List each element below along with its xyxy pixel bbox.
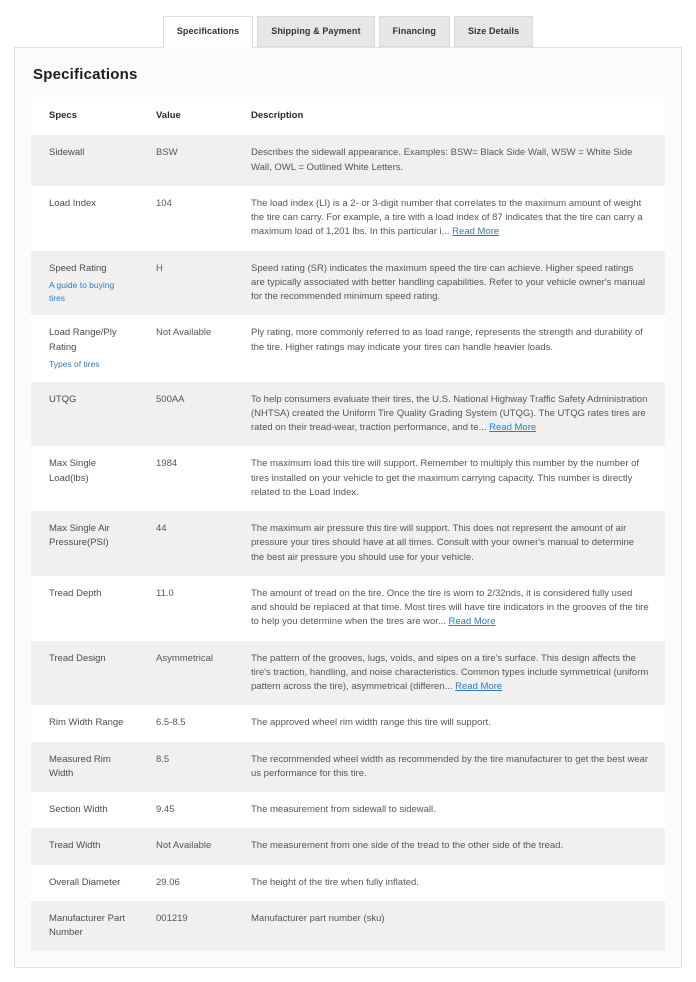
spec-description-text: Speed rating (SR) indicates the maximum speed the tire can achieve. Higher speed ratings are typically associated with better handling capabilities. Refer to your vehicle owner's manual for the recommended minimum speed rating. [251,262,646,302]
spec-description [233,705,665,741]
spec-table-body [31,135,665,951]
table-row [31,576,665,641]
spec-description [233,828,665,864]
spec-description-text: The amount of tread on the tire. Once the tire is worn to 2/32nds, it is considered fully used and should be replaced at that time. Most tires will have tire indicators in the grooves of the tire to help you determine when the tires are wor... [251,587,649,628]
spec-name: Overall Diameter [49,876,121,888]
tab-shipping-payment[interactable]: Shipping & Payment [257,16,374,47]
column-header-description: Description [251,110,304,121]
table-row [31,641,665,706]
spec-value: 8.5 [156,753,170,765]
table-row [31,865,665,901]
spec-description [233,865,665,901]
read-more-link[interactable]: Read More [489,422,537,433]
spec-description-text: The maximum load this tire will support. Remember to multiply this number by the number of tires installed on your vehicle to get the maximum carrying capacity. This number is directly related to the Load Index. [251,458,640,498]
spec-value: BSW [156,147,178,159]
read-more-link[interactable]: Read More [455,681,503,692]
spec-cell [31,865,138,901]
spec-value: 6.5-8.5 [156,717,186,729]
spec-description-text: The load index (LI) is a 2- or 3-digit number that correlates to the maximum amount of weight the tire can carry. For example, a tire with a load index of 87 indicates that the tire can carry a maximum load of 1,201 lbs. In this particular i... [251,197,643,238]
table-row [31,742,665,793]
spec-value: Asymmetrical [156,652,214,664]
table-row [31,135,665,186]
spec-name: Max Single Load(lbs) [49,458,96,484]
spec-help-link[interactable]: A guide to buying tires [49,279,115,303]
spec-cell [31,186,138,251]
spec-description [233,901,665,952]
spec-name: Section Width [49,804,108,815]
spec-cell [31,135,138,186]
table-row [31,828,665,864]
spec-description [233,135,665,186]
spec-description [233,576,665,641]
spec-cell [31,315,138,381]
spec-value: 001219 [156,912,188,924]
read-more-link[interactable]: Read More [452,226,500,238]
table-row [31,446,665,511]
spec-value: 104 [156,197,172,209]
spec-value: 29.06 [156,876,180,888]
spec-table-header [31,97,665,135]
spec-description-text: The recommended wheel width as recommended by the tire manufacturer to get the best wear us performance for this tire. [251,753,649,779]
spec-description [233,742,665,793]
spec-name: Sidewall [49,147,85,159]
spec-description [233,446,665,511]
spec-help-link[interactable]: Types of tires [49,358,100,369]
spec-value: 9.45 [156,804,175,815]
spec-name: Tread Depth [49,587,102,599]
column-header-specs: Specs [49,110,77,121]
column-header-value: Value [156,110,181,121]
spec-description-text: Ply rating, more commonly referred to as load range, represents the strength and durability of the tire. Higher ratings may indicate your tires can handle heavier loads. [251,327,643,353]
spec-description [233,251,665,316]
spec-description [233,382,665,447]
spec-name: UTQG [49,393,77,405]
spec-name: Tread Design [49,652,106,664]
spec-name: Measured Rim Width [49,753,111,779]
spec-description-text: The maximum air pressure this tire will support. This does not represent the amount of air pressure your tires should have at all times. Consult with your owner's manual to determine the best air pressure you should use for your vehicle. [251,523,635,563]
spec-description-text: Describes the sidewall appearance. Examples: BSW= Black Side Wall, WSW = White Side Wall, OWL = Outlined White Letters. [251,147,633,173]
tab-size-details[interactable]: Size Details [454,16,533,47]
spec-description-text: Manufacturer part number (sku) [251,912,385,924]
spec-cell [31,576,138,641]
spec-name: Speed Rating [49,262,107,274]
spec-description-text: The measurement from sidewall to sidewall. [251,804,436,815]
spec-description-text: The measurement from one side of the tread to the other side of the tread. [251,840,564,852]
spec-value: Not Available [156,327,212,339]
table-row [31,186,665,251]
spec-cell [31,446,138,511]
spec-description-text: To help consumers evaluate their tires, the U.S. National Highway Traffic Safety Administration (NHTSA) created the Uniform Tire Quality Grading System (UTQG). The UTQG rates tires are rated on their tread-wear, traction performance, and te... [251,393,648,433]
spec-description [233,315,665,381]
spec-name: Load Range/Ply Rating [49,327,117,353]
spec-name: Max Single Air Pressure(PSI) [49,523,110,549]
spec-description [233,186,665,251]
spec-value: Not Available [156,840,212,852]
spec-cell [31,382,138,447]
spec-description-text: The height of the tire when fully inflated. [251,876,419,888]
table-row [31,382,665,447]
table-row [31,511,665,576]
tab-bar [0,0,696,47]
table-row [31,251,665,316]
tab-financing[interactable]: Financing [379,16,450,47]
spec-table [31,97,665,951]
spec-name: Rim Width Range [49,717,124,729]
spec-name: Manufacturer Part Number [49,912,126,938]
spec-cell [31,828,138,864]
table-row [31,901,665,952]
spec-description [233,511,665,576]
spec-value: 44 [156,523,167,534]
spec-cell [31,792,138,828]
spec-cell [31,742,138,793]
spec-cell [31,705,138,741]
spec-cell [31,511,138,576]
spec-description-text: The approved wheel rim width range this tire will support. [251,717,491,729]
spec-value: 1984 [156,458,178,470]
spec-description-text: The pattern of the grooves, lugs, voids, and sipes on a tire's surface. This design affects the tire's traction, handling, and noise characteristics. Common types include symmetrical (uniform pattern across the tire), asymmetrical (differen... [251,652,649,692]
spec-description [233,641,665,706]
spec-value: 500AA [156,393,185,405]
spec-name: Load Index [49,197,97,209]
table-row [31,792,665,828]
spec-cell [31,641,138,706]
spec-value: 11.0 [156,587,174,599]
spec-name: Tread Width [49,840,101,852]
spec-value: H [156,262,163,274]
page-title: Specifications [33,66,138,83]
spec-cell [31,901,138,952]
spec-cell [31,251,138,316]
read-more-link[interactable]: Read More [448,616,496,628]
tab-specifications[interactable]: Specifications [163,16,253,48]
spec-description [233,792,665,828]
table-row [31,705,665,741]
table-row [31,315,665,381]
specifications-panel [14,47,682,968]
